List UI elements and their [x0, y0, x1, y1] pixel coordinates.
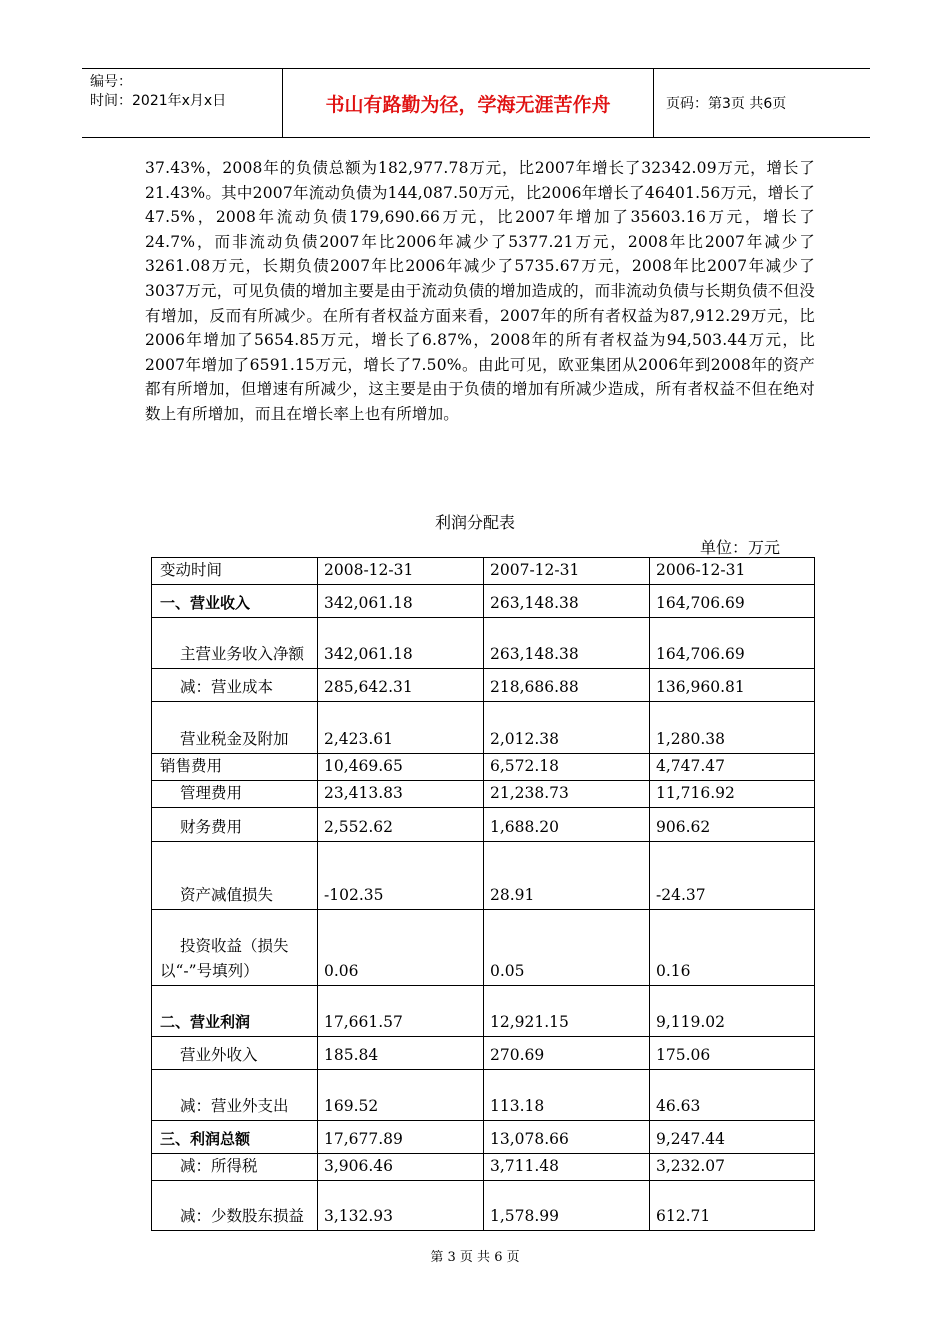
number-label: 编号：: [90, 74, 132, 90]
cell-value: 13,078.66: [484, 1121, 650, 1154]
row-label: 减：营业成本: [152, 669, 318, 702]
row-label: [152, 1070, 318, 1121]
header-cell: 2007-12-31: [484, 558, 650, 585]
header-cell: 变动时间: [152, 558, 318, 585]
row-label: [152, 1181, 318, 1231]
cell-value: 3,906.46: [318, 1154, 484, 1181]
row-label: [152, 910, 318, 986]
cell-value: 136,960.81: [650, 669, 815, 702]
table-row: [152, 1070, 815, 1121]
cell-value: 17,677.89: [318, 1121, 484, 1154]
cell-value: 218,686.88: [484, 669, 650, 702]
table-row: [152, 910, 815, 986]
cell-value: 175.06: [650, 1037, 815, 1070]
cell-value: 263,148.38: [484, 618, 650, 669]
row-label: 二、营业利润: [152, 986, 318, 1037]
row-label: 资产减值损失: [152, 842, 318, 910]
cell-value: 6,572.18: [484, 754, 650, 781]
cell-value: 17,661.57: [318, 986, 484, 1037]
table-title: 利润分配表: [434, 513, 515, 532]
cell-value: 0.05: [484, 910, 650, 986]
cell-value: 28.91: [484, 842, 650, 910]
cell-value: 1,578.99: [484, 1181, 650, 1231]
cell-value: 169.52: [318, 1070, 484, 1121]
cell-value: 263,148.38: [484, 585, 650, 618]
cell-value: 285,642.31: [318, 669, 484, 702]
cell-value: 270.69: [484, 1037, 650, 1070]
table-row: [152, 754, 815, 781]
cell-value: -102.35: [318, 842, 484, 910]
cell-value: 12,921.15: [484, 986, 650, 1037]
table-row: [152, 808, 815, 842]
cell-value: 342,061.18: [318, 618, 484, 669]
table-row: [152, 1154, 815, 1181]
cell-value: -24.37: [650, 842, 815, 910]
cell-value: 4,747.47: [650, 754, 815, 781]
cell-value: 2,552.62: [318, 808, 484, 842]
row-label-text: 主营业务收入净额: [180, 645, 305, 663]
table-unit: 单位：万元: [700, 538, 781, 557]
row-label: [152, 702, 318, 754]
table-row: [152, 669, 815, 702]
table-row: [152, 585, 815, 618]
table-row: [152, 1121, 815, 1154]
cell-value: 1,280.38: [650, 702, 815, 754]
row-label: 营业外收入: [152, 1037, 318, 1070]
cell-value: 612.71: [650, 1181, 815, 1231]
table-header-row: [152, 558, 815, 585]
table-row: [152, 1037, 815, 1070]
row-label: 管理费用: [152, 781, 318, 808]
row-label-text: 减：少数股东损益: [180, 1207, 305, 1225]
body-paragraph: 37.43%，2008年的负债总额为182,977.78万元，比2007年增长了32342.09万元，增长了21.43%。其中2007年流动负债为144,087.50万元，比2006年增长了46401.56万元，增长了47.5%，2008年流动负债179,690.66万元，比2007年增加了35603.16万元，增长了24.7%，而非流动负债2007年比2006年减少了5377.21万元，2008年比2007年减少了3261.08万元，长期负债2007年比2006年减少了5735.67万元，2008年比2007年减少了3037万元，可见负债的增加主要是由于流动负债的增加造成的，而非流动负债与长期负债不但没有增加，反而有所减少。在所有者权益方面来看，2007年的所有者权益为87,912.29万元，比2006年增加了5654.85万元，增长了6.87%，2008年的所有者权益为94,503.44万元，比2007年增加了6591.15万元，增长了7.50%。由此可见，欧亚集团从2006年到2008年的资产都有所增加，但增速有所减少，这主要是由于负债的增加有所减少造成，所有者权益不但在绝对数上有所增加，而且在增长率上也有所增加。: [145, 159, 815, 423]
header-meta: [82, 69, 282, 137]
page-footer: 第 3 页 共 6 页: [430, 1250, 520, 1265]
cell-value: 21,238.73: [484, 781, 650, 808]
cell-value: 2,012.38: [484, 702, 650, 754]
cell-value: 164,706.69: [650, 585, 815, 618]
cell-value: 23,413.83: [318, 781, 484, 808]
row-label: 销售费用: [152, 754, 318, 781]
table-row: [152, 618, 815, 669]
cell-value: 0.06: [318, 910, 484, 986]
cell-value: 9,247.44: [650, 1121, 815, 1154]
cell-value: 9,119.02: [650, 986, 815, 1037]
time-label: 时间：2021年x月x日: [90, 93, 227, 109]
cell-value: 10,469.65: [318, 754, 484, 781]
header-cell: 2008-12-31: [318, 558, 484, 585]
page-header: [82, 68, 870, 138]
cell-value: 906.62: [650, 808, 815, 842]
table-row: [152, 986, 815, 1037]
cell-value: 113.18: [484, 1070, 650, 1121]
row-label: 减：所得税: [152, 1154, 318, 1181]
cell-value: 2,423.61: [318, 702, 484, 754]
cell-value: 0.16: [650, 910, 815, 986]
table-row: [152, 1181, 815, 1231]
row-label-text: 投资收益（损失以“-”号填列）: [160, 937, 289, 980]
row-label-text: 营业税金及附加: [180, 730, 289, 748]
row-label: 财务费用: [152, 808, 318, 842]
row-label-text: 减：营业外支出: [180, 1097, 289, 1115]
cell-value: 3,132.93: [318, 1181, 484, 1231]
header-cell: 2006-12-31: [650, 558, 815, 585]
header-page-label: 页码：第3页 共6页: [666, 96, 787, 112]
row-label: [152, 618, 318, 669]
cell-value: 3,232.07: [650, 1154, 815, 1181]
table-row: [152, 842, 815, 910]
cell-value: 11,716.92: [650, 781, 815, 808]
row-label: 三、利润总额: [152, 1121, 318, 1154]
cell-value: 164,706.69: [650, 618, 815, 669]
table-row: [152, 702, 815, 754]
cell-value: 185.84: [318, 1037, 484, 1070]
cell-value: 1,688.20: [484, 808, 650, 842]
header-motto: 书山有路勤为径，学海无涯苦作舟: [282, 69, 654, 137]
table-row: [152, 781, 815, 808]
row-label: 一、营业收入: [152, 585, 318, 618]
cell-value: 46.63: [650, 1070, 815, 1121]
cell-value: 342,061.18: [318, 585, 484, 618]
profit-distribution-table: [151, 557, 815, 1231]
cell-value: 3,711.48: [484, 1154, 650, 1181]
